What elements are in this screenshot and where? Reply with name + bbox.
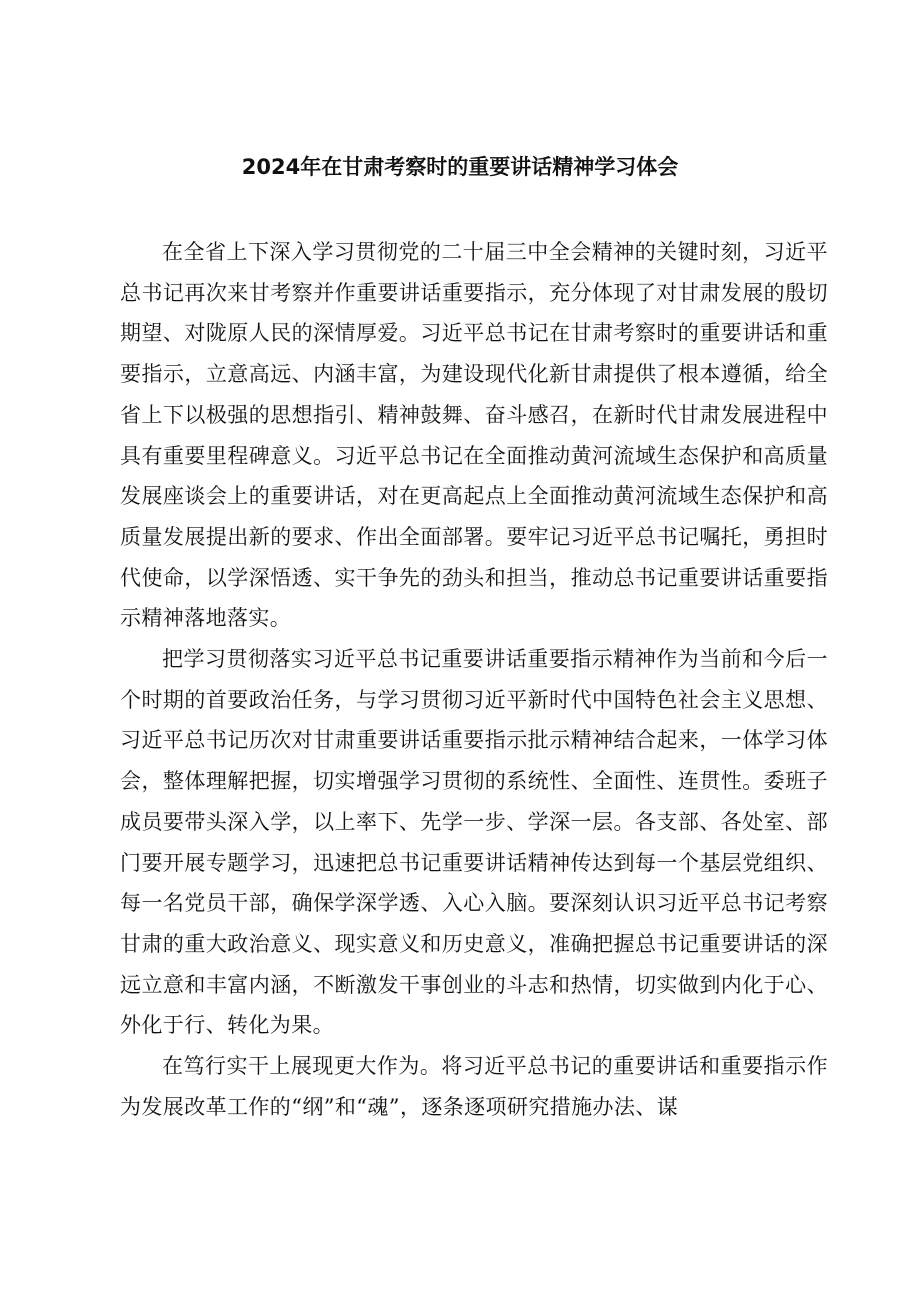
document-title: 2024年在甘肃考察时的重要讲话精神学习体会 <box>241 155 679 179</box>
document-body <box>120 232 828 1127</box>
paragraph-2: 把学习贯彻落实习近平总书记重要讲话重要指示精神作为当前和今后一个时期的首要政治任务，与学习贯彻习近平新时代中国特色社会主义思想、习近平总书记历次对甘肃重要讲话重要指示批示精神结合起来，一体学习体会，整体理解把握，切实增强学习贯彻的系统性、全面性、连贯性。委班子成员要带头深入学，以上率下、先学一步、学深一层。各支部、各处室、部门要开展专题学习，迅速把总书记重要讲话精神传达到每一个基层党组织、每一名党员干部，确保学深学透、入心入脑。要深刻认识习近平总书记考察甘肃的重大政治意义、现实意义和历史意义，准确把握总书记重要讲话的深远立意和丰富内涵，不断激发干事创业的斗志和热情，切实做到内化于心、外化于行、转化为果。 <box>120 647 828 1038</box>
paragraph-1: 在全省上下深入学习贯彻党的二十届三中全会精神的关键时刻，习近平总书记再次来甘考察并作重要讲话重要指示，充分体现了对甘肃发展的殷切期望、对陇原人民的深情厚爱。习近平总书记在甘肃考察时的重要讲话和重要指示，立意高远、内涵丰富，为建设现代化新甘肃提供了根本遵循，给全省上下以极强的思想指引、精神鼓舞、奋斗感召，在新时代甘肃发展进程中具有重要里程碑意义。习近平总书记在全面推动黄河流域生态保护和高质量发展座谈会上的重要讲话，对在更高起点上全面推动黄河流域生态保护和高质量发展提出新的要求、作出全面部署。要牢记习近平总书记嘱托，勇担时代使命，以学深悟透、实干争先的劲头和担当，推动总书记重要讲话重要指示精神落地落实。 <box>120 240 828 631</box>
paragraph-3: 在笃行实干上展现更大作为。将习近平总书记的重要讲话和重要指示作为发展改革工作的“纲”和“魂”，逐条逐项研究措施办法、谋 <box>120 1054 828 1119</box>
